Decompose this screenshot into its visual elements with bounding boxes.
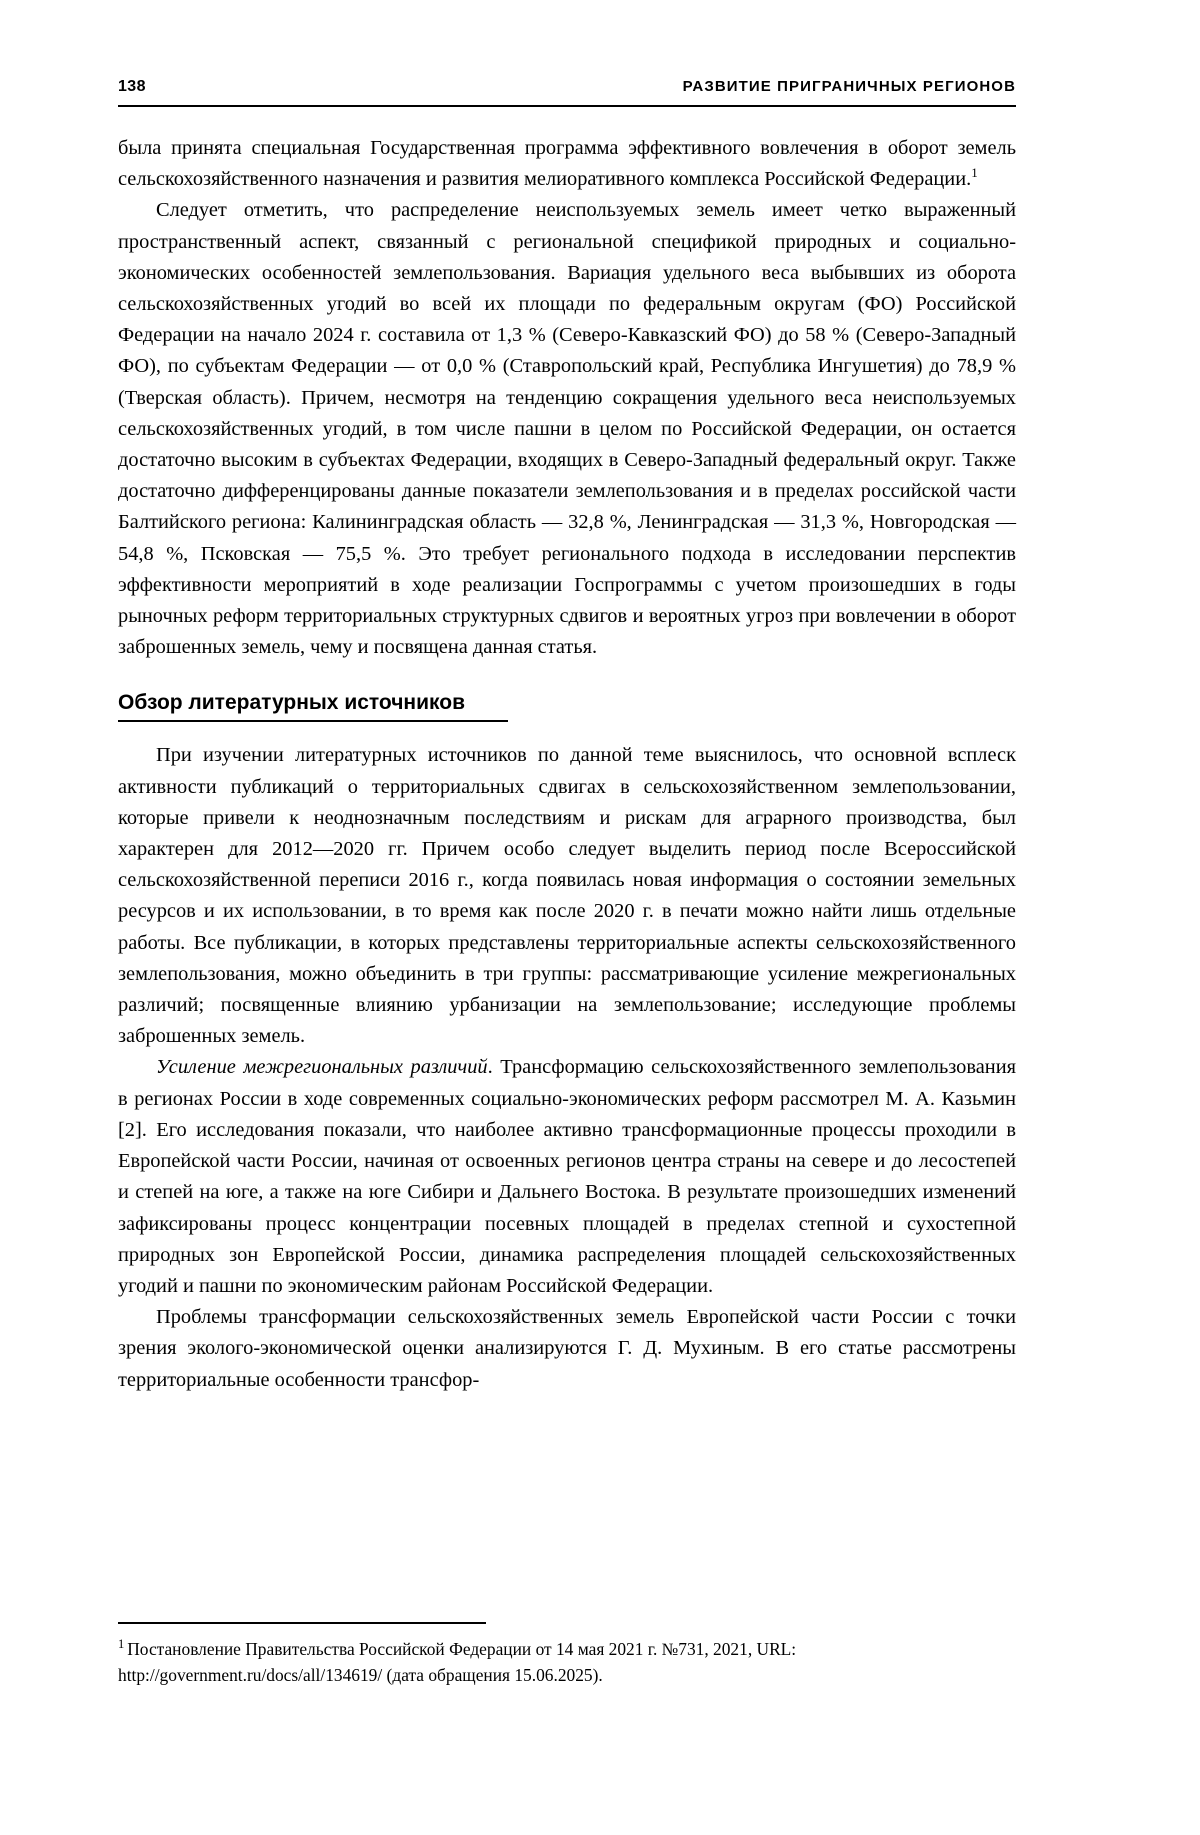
footnote-text: Постановление Правительства Российской Федерации от 14 мая 2021 г. №731, 2021, URL: http://government.ru/docs/all/134619/ (дата обращения 15.06.2025). — [118, 1638, 797, 1686]
paragraph-italic-lead: Усиление межрегиональных различий — [156, 1056, 488, 1079]
footnote-block — [118, 1622, 1016, 1689]
section-heading-label: Обзор литературных источников — [118, 691, 465, 715]
section-body-block — [118, 740, 1016, 1395]
footnote-marker: 1 — [118, 1636, 125, 1651]
paragraph-interregional-text: . Трансформацию сельскохозяйственного землепользования в регионах России в ходе современных социально-экономических реформ рассмотрел М. А. Казьмин [2]. Его исследования показали, что наиболее активно трансформационные процессы проходили в Европейской части России, начиная от освоенных регионов центра страны на севере и до лесостепей и степей на юге, а также на юге Сибири и Дальнего Востока. В результате произошедших изменений зафиксированы процесс концентрации посевных площадей в пределах степной и сухостепной природных зон Европейской России, динамика распределения площадей сельскохозяйственных угодий и пашни по экономическим районам Российской Федерации. — [118, 1056, 1016, 1297]
running-head — [118, 78, 1016, 107]
section-heading-rule — [118, 720, 508, 722]
paragraph-distribution: Следует отметить, что распределение неиспользуемых земель имеет четко выраженный пространственный аспект, связанный с региональной спецификой природных и социально-экономических особенностей землепользования. Вариация удельного веса выбывших из оборота сельскохозяйственных угодий во всей их площади по федеральным округам (ФО) Российской Федерации на начало 2024 г. составила от 1,3 % (Северо-Кавказский ФО) до 58 % (Северо-Западный ФО), по субъектам Федерации — от 0,0 % (Ставропольский край, Республика Ингушетия) до 78,9 % (Тверская область). Причем, несмотря на тенденцию сокращения удельного веса неиспользуемых сельскохозяйственных угодий, в том числе пашни в целом по Российской Федерации, он остается достаточно высоким в субъектах Федерации, входящих в Северо-Западный федеральный округ. Также достаточно дифференцированы данные показатели землепользования и в пределах российской части Балтийского региона: Калининградская область — 32,8 %, Ленинградская — 31,3 %, Новгородская — 54,8 %, Псковская — 75,5 %. Это требует регионального подхода в исследовании перспектив эффективности мероприятий в ходе реализации Госпрограммы с учетом произошедших в годы рыночных реформ территориальных структурных сдвигов и вероятных угроз при вовлечении в оборот заброшенных земель, чему и посвящена данная статья. — [118, 199, 1016, 659]
paragraph-review-sources: При изучении литературных источников по данной теме выяснилось, что основной всплеск активности публикаций о территориальных сдвигах в сельскохозяйственном землепользовании, которые привели к неоднозначным последствиям и рискам для аграрного производства, был характерен для 2012—2020 гг. Причем особо следует выделить период после Всероссийской сельскохозяйственной переписи 2016 г., когда появилась новая информация о состоянии земельных ресурсов и их использовании, в то время как после 2020 г. в печати можно найти лишь отдельные работы. Все публикации, в которых представлены территориальные аспекты сельскохозяйственного землепользования, можно объединить в три группы: рассматривающие усиление межрегиональных различий; посвященные влиянию урбанизации на землепользование; исследующие проблемы заброшенных земель. — [118, 744, 1016, 1048]
paragraph-intro — [118, 133, 1016, 195]
page-content — [118, 78, 1016, 1396]
footnote-separator-rule — [118, 1622, 486, 1624]
paragraph-intro-text: была принята специальная Государственная программа эффективного вовлечения в оборот земель сельскохозяйственного назначения и развития мелиоративного комплекса Российской Федерации. — [118, 137, 1016, 191]
paragraph-interregional-differences — [118, 1052, 1016, 1302]
footnote-reference: 1 — [971, 165, 978, 181]
body-text-block — [118, 133, 1016, 663]
footnote-entry — [118, 1636, 1016, 1689]
page-number: 138 — [118, 78, 146, 95]
paragraph-transformation-problems: Проблемы трансформации сельскохозяйственных земель Европейской части России с точки зрения эколого-экономической оценки анализируются Г. Д. Мухиным. В его статье рассмотрены территориальные особенности трансфор- — [118, 1306, 1016, 1391]
section-heading-literature-review — [118, 691, 1016, 722]
running-head-title: РАЗВИТИЕ ПРИГРАНИЧНЫХ РЕГИОНОВ — [682, 78, 1016, 95]
